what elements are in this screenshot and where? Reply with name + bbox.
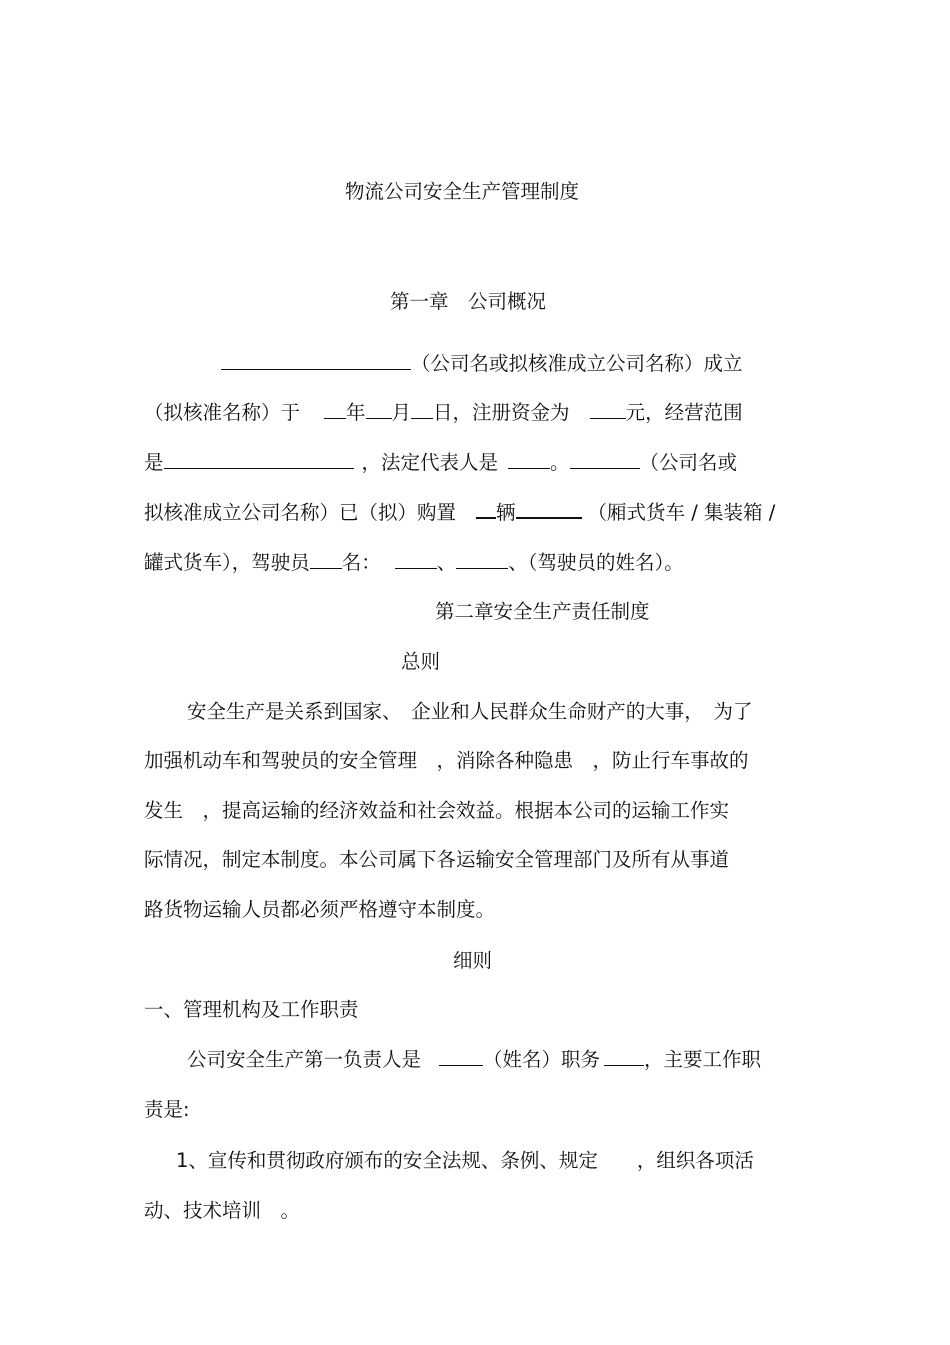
chapter2-heading: 第二章安全生产责任制度 bbox=[435, 600, 650, 623]
section1-heading: 一、管理机构及工作职责 bbox=[144, 998, 359, 1021]
driver-name-blank-2 bbox=[456, 550, 508, 569]
responsibility-continuation: 责是: bbox=[144, 1098, 190, 1121]
item1-line-2: 动、技术培训 。 bbox=[144, 1199, 301, 1222]
driver-count-blank bbox=[310, 550, 342, 569]
overview-line-1: （公司名或拟核准成立公司名称）成立 bbox=[221, 351, 743, 377]
capital-blank bbox=[590, 400, 626, 419]
chapter1-heading: 第一章 公司概况 bbox=[390, 290, 547, 313]
general-line-2: 加强机动车和驾驶员的安全管理 ，消除各种隐患 ，防止行车事故的 bbox=[144, 749, 749, 772]
month-blank bbox=[366, 400, 392, 419]
business-scope-blank bbox=[164, 450, 354, 469]
legal-rep-blank bbox=[508, 450, 550, 469]
overview-line-5: 罐式货车），驾驶员 名： 、 、（驾驶员的姓名）。 bbox=[144, 551, 684, 574]
company-name-blank bbox=[221, 351, 411, 370]
general-line-1: 安全生产是关系到国家、 企业和人民群众生命财产的大事， 为了 bbox=[187, 700, 753, 723]
company-blank-2 bbox=[570, 450, 640, 469]
day-blank bbox=[411, 400, 433, 419]
year-blank bbox=[324, 400, 346, 419]
general-heading: 总则 bbox=[401, 650, 441, 673]
responsibility-line: 公司安全生产第一负责人是 （姓名）职务 ，主要工作职 bbox=[187, 1048, 762, 1071]
item1-line-1: 1、宣传和贯彻政府颁布的安全法规、条例、规定 ，组织各项活 bbox=[176, 1149, 754, 1172]
driver-name-blank-1 bbox=[395, 550, 437, 569]
detail-heading: 细则 bbox=[453, 949, 493, 972]
overview-line-3: 是 ，法定代表人是 。 （公司名或 bbox=[144, 451, 738, 474]
position-blank bbox=[604, 1047, 644, 1066]
vehicle-type-blank bbox=[516, 499, 582, 519]
overview-line-2: （拟核准名称）于 年 月 日，注册资金为 元，经营范围 bbox=[144, 401, 743, 424]
general-line-3: 发生 ，提高运输的经济效益和社会效益。根据本公司的运输工作实 bbox=[144, 799, 730, 822]
document-title: 物流公司安全生产管理制度 bbox=[345, 180, 580, 203]
vehicle-count-blank bbox=[476, 499, 496, 519]
general-line-5: 路货物运输人员都必须严格遵守本制度。 bbox=[144, 898, 496, 921]
overview-line-4: 拟核准成立公司名称）已（拟）购置 辆 （厢式货车 / 集装箱 / bbox=[144, 501, 776, 524]
general-line-4: 际情况，制定本制度。本公司属下各运输安全管理部门及所有从事道 bbox=[144, 848, 730, 871]
responsible-name-blank bbox=[439, 1047, 483, 1066]
